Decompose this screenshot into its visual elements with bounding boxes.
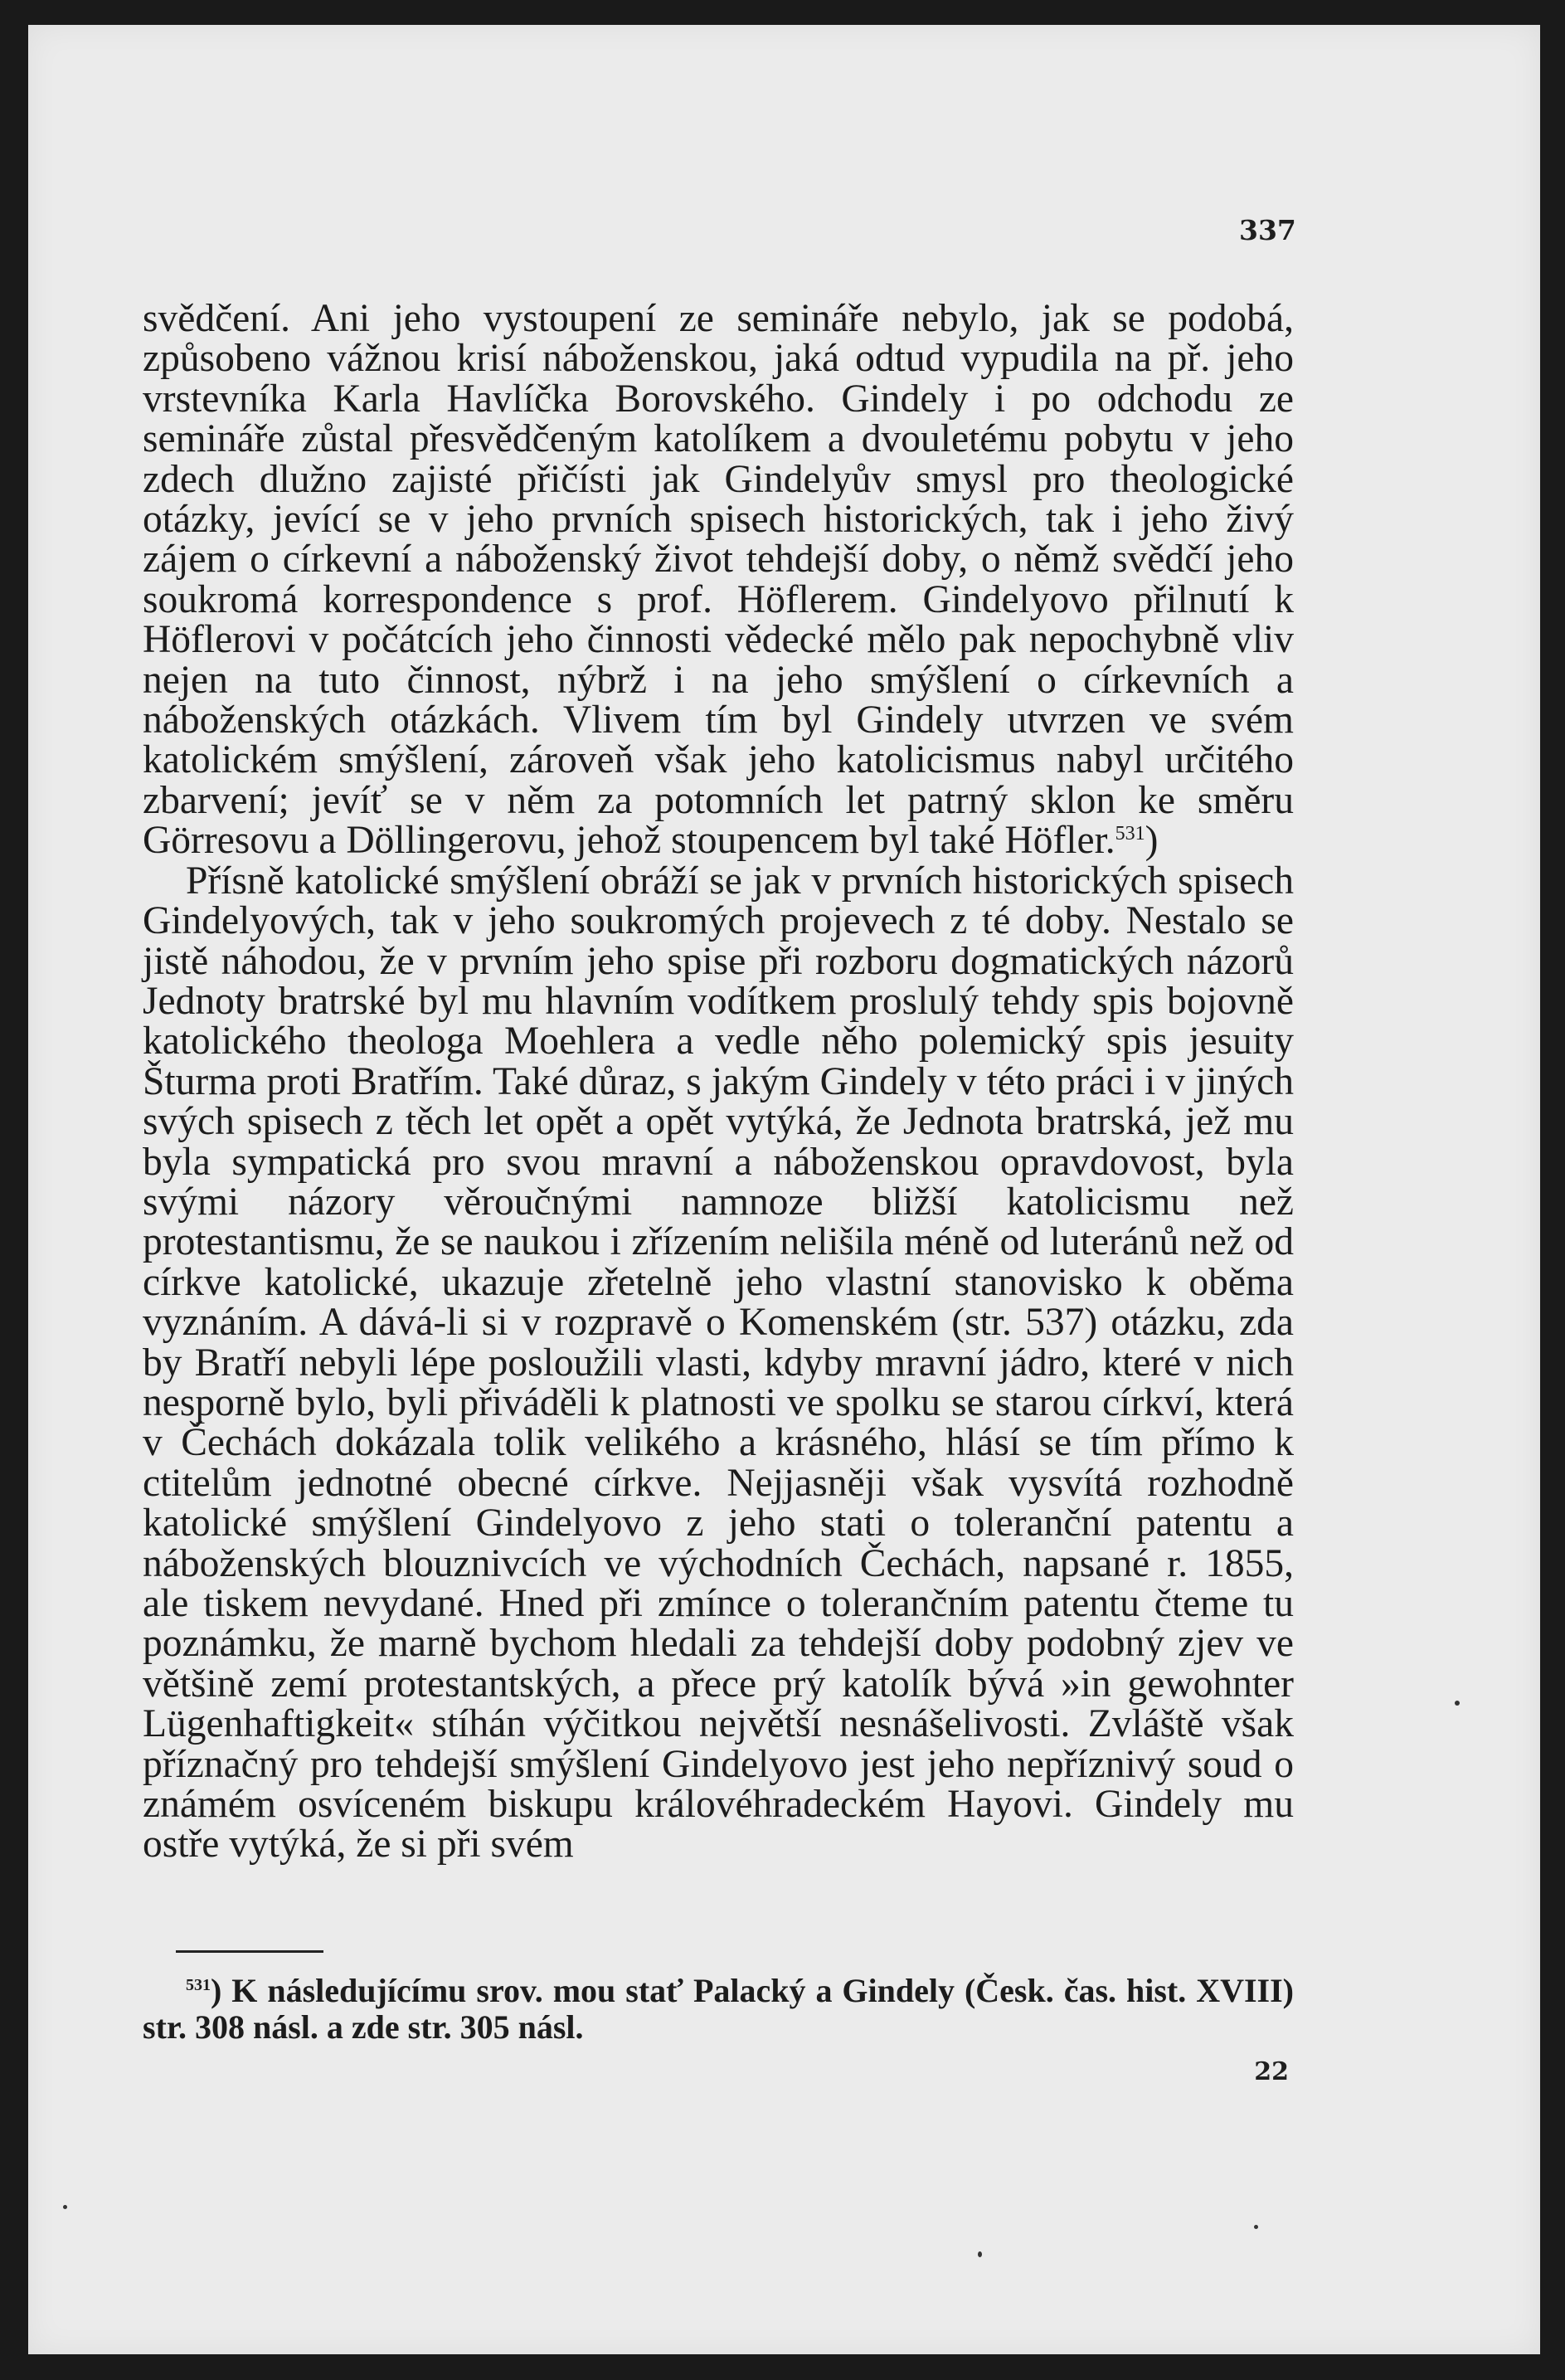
footnote-ref-mark[interactable]: 531	[1115, 823, 1145, 845]
paragraph-2: Přísně katolické smýšlení obráží se jak v prvních historických spisech Gindelyových, tak v jeho soukromých projevech z té doby. Nestalo se jistě náhodou, že v prvním jeho spise při rozboru dogmatických názorů Jednoty bratrské byl mu hlavním vodítkem proslulý tehdy spis bojovně katolického theologa Moehlera a vedle něho polemický spis jesuity Šturma proti Bratřím. Také důraz, s jakým Gindely v této práci i v jiných svých spisech z těch let opět a opět vytýká, že Jednota bratrská, jež mu byla sympatická pro svou mravní a náboženskou opravdovost, byla svými názory věroučnými namnoze bližší katolicismu než protestantismu, že se naukou i zřízením nelišila méně od luteránů než od církve katolické, ukazuje zřetelně jeho vlastní stanovisko k oběma vyznáním. A dává-li si v rozpravě o Komenském (str. 537) otázku, zda by Bratří nebyli lépe posloužili vlasti, kdyby mravní jádro, které v nich nesporně bylo, byli přiváděli k platnosti ve spolku se starou církví, která v Čechách dokázala tolik velikého a krásného, hlásí se tím přímo k ctitelům jednotné obecné církve. Nejjasněji však vysvítá rozhodně katolické smýšlení Gindelyovo z jeho stati o toleranční patentu a náboženských blouznivcích ve východních Čechách, napsané r. 1855, ale tiskem nevydané. Hned při zmínce o tolerančním patentu čteme tu poznámku, že marně bychom hledali za tehdejší doby podobný zjev ve většině zemí protestantských, a přece prý katolík bývá »in gewohnter Lügenhaftigkeit« stíhán výčitkou největší nesnášelivosti. Zvláště však příznačný pro tehdejší smýšlení Gindelyovo jest jeho nepříznivý soud o známém osvíceném biskupu královéhradeckém Hayovi. Gindely mu ostře vytýká, že si při svém	[143, 859, 1294, 1867]
scan-speck	[978, 2251, 982, 2257]
footnote-number: 531	[186, 1976, 211, 1994]
page-number: 337	[1239, 214, 1296, 246]
paragraph-1: svědčení. Ani jeho vystoupení ze semináře nebylo, jak se podobá, způsobeno vážnou krisí náboženskou, jaká odtud vypudila na př. jeho vrstevníka Karla Havlíčka Borovského. Gindely i po odchodu ze semináře zůstal přesvědčeným katolíkem a dvouletému pobytu v jeho zdech dlužno zajisté přičísti jak Gindelyův smysl pro theologické otázky, jevící se v jeho prvních spisech historických, tak i jeho živý zájem o církevní a náboženský život tehdejší doby, o němž svědčí jeho soukromá korrespondence s prof. Höflerem. Gindelyovo přilnutí k Höflerovi v počátcích jeho činnosti vědecké mělo pak nepochybně vliv nejen na tuto činnost, nýbrž i na jeho smýšlení o církevních a náboženských otázkách. Vlivem tím byl Gindely utvrzen ve svém katolickém smýšlení, zároveň však jeho katolicismus nabyl určitého zbarvení; jevíť se v něm za potomních let patrný sklon ke směru Görresovu a Döllingerovu, jehož stoupencem byl také Höfler.$^{531}$)	[143, 297, 1294, 863]
signature-mark: 22	[1254, 2057, 1289, 2086]
footnote: $^{531}$) K následujícímu srov. mou stať Palacký a Gindely (Česk. čas. hist. XVIII) str. 308 násl. a zde str. 305 násl.	[143, 1972, 1294, 2046]
paragraph-1-text: svědčení. Ani jeho vystoupení ze semináře nebylo, jak se podobá, způsobeno vážnou krisí náboženskou, jaká odtud vypudila na př. jeho vrstevníka Karla Havlíčka Borovského. Gindely i po odchodu ze semináře zůstal přesvědčeným katolíkem a dvouletému pobytu v jeho zdech dlužno zajisté přičísti jak Gindelyův smysl pro theologické otázky, jevící se v jeho prvních spisech historických, tak i jeho živý zájem o církevní a náboženský život tehdejší doby, o němž svědčí jeho soukromá korrespondence s prof. Höflerem. Gindelyovo přilnutí k Höflerovi v počátcích jeho činnosti vědecké mělo pak nepochybně vliv nejen na tuto činnost, nýbrž i na jeho smýšlení o církevních a náboženských otázkách. Vlivem tím byl Gindely utvrzen ve svém katolickém smýšlení, zároveň však jeho katolicismus nabyl určitého zbarvení; jevíť se v něm za potomních let patrný sklon ke směru Görresovu a Döllingerovu, jehož stoupencem byl také Höfler.	[143, 297, 1294, 863]
scan-speck	[1455, 1701, 1460, 1706]
footnote-text: K následujícímu srov. mou stať Palacký a Gindely (Česk. čas. hist. XVIII) str. 308 násl. a zde str. 305 násl.	[143, 1972, 1294, 2046]
book-page	[28, 25, 1540, 2354]
scan-speck	[63, 2205, 67, 2209]
scan-speck	[1254, 2225, 1258, 2229]
footnote-divider	[176, 1950, 323, 1953]
body-text	[143, 299, 1294, 1865]
